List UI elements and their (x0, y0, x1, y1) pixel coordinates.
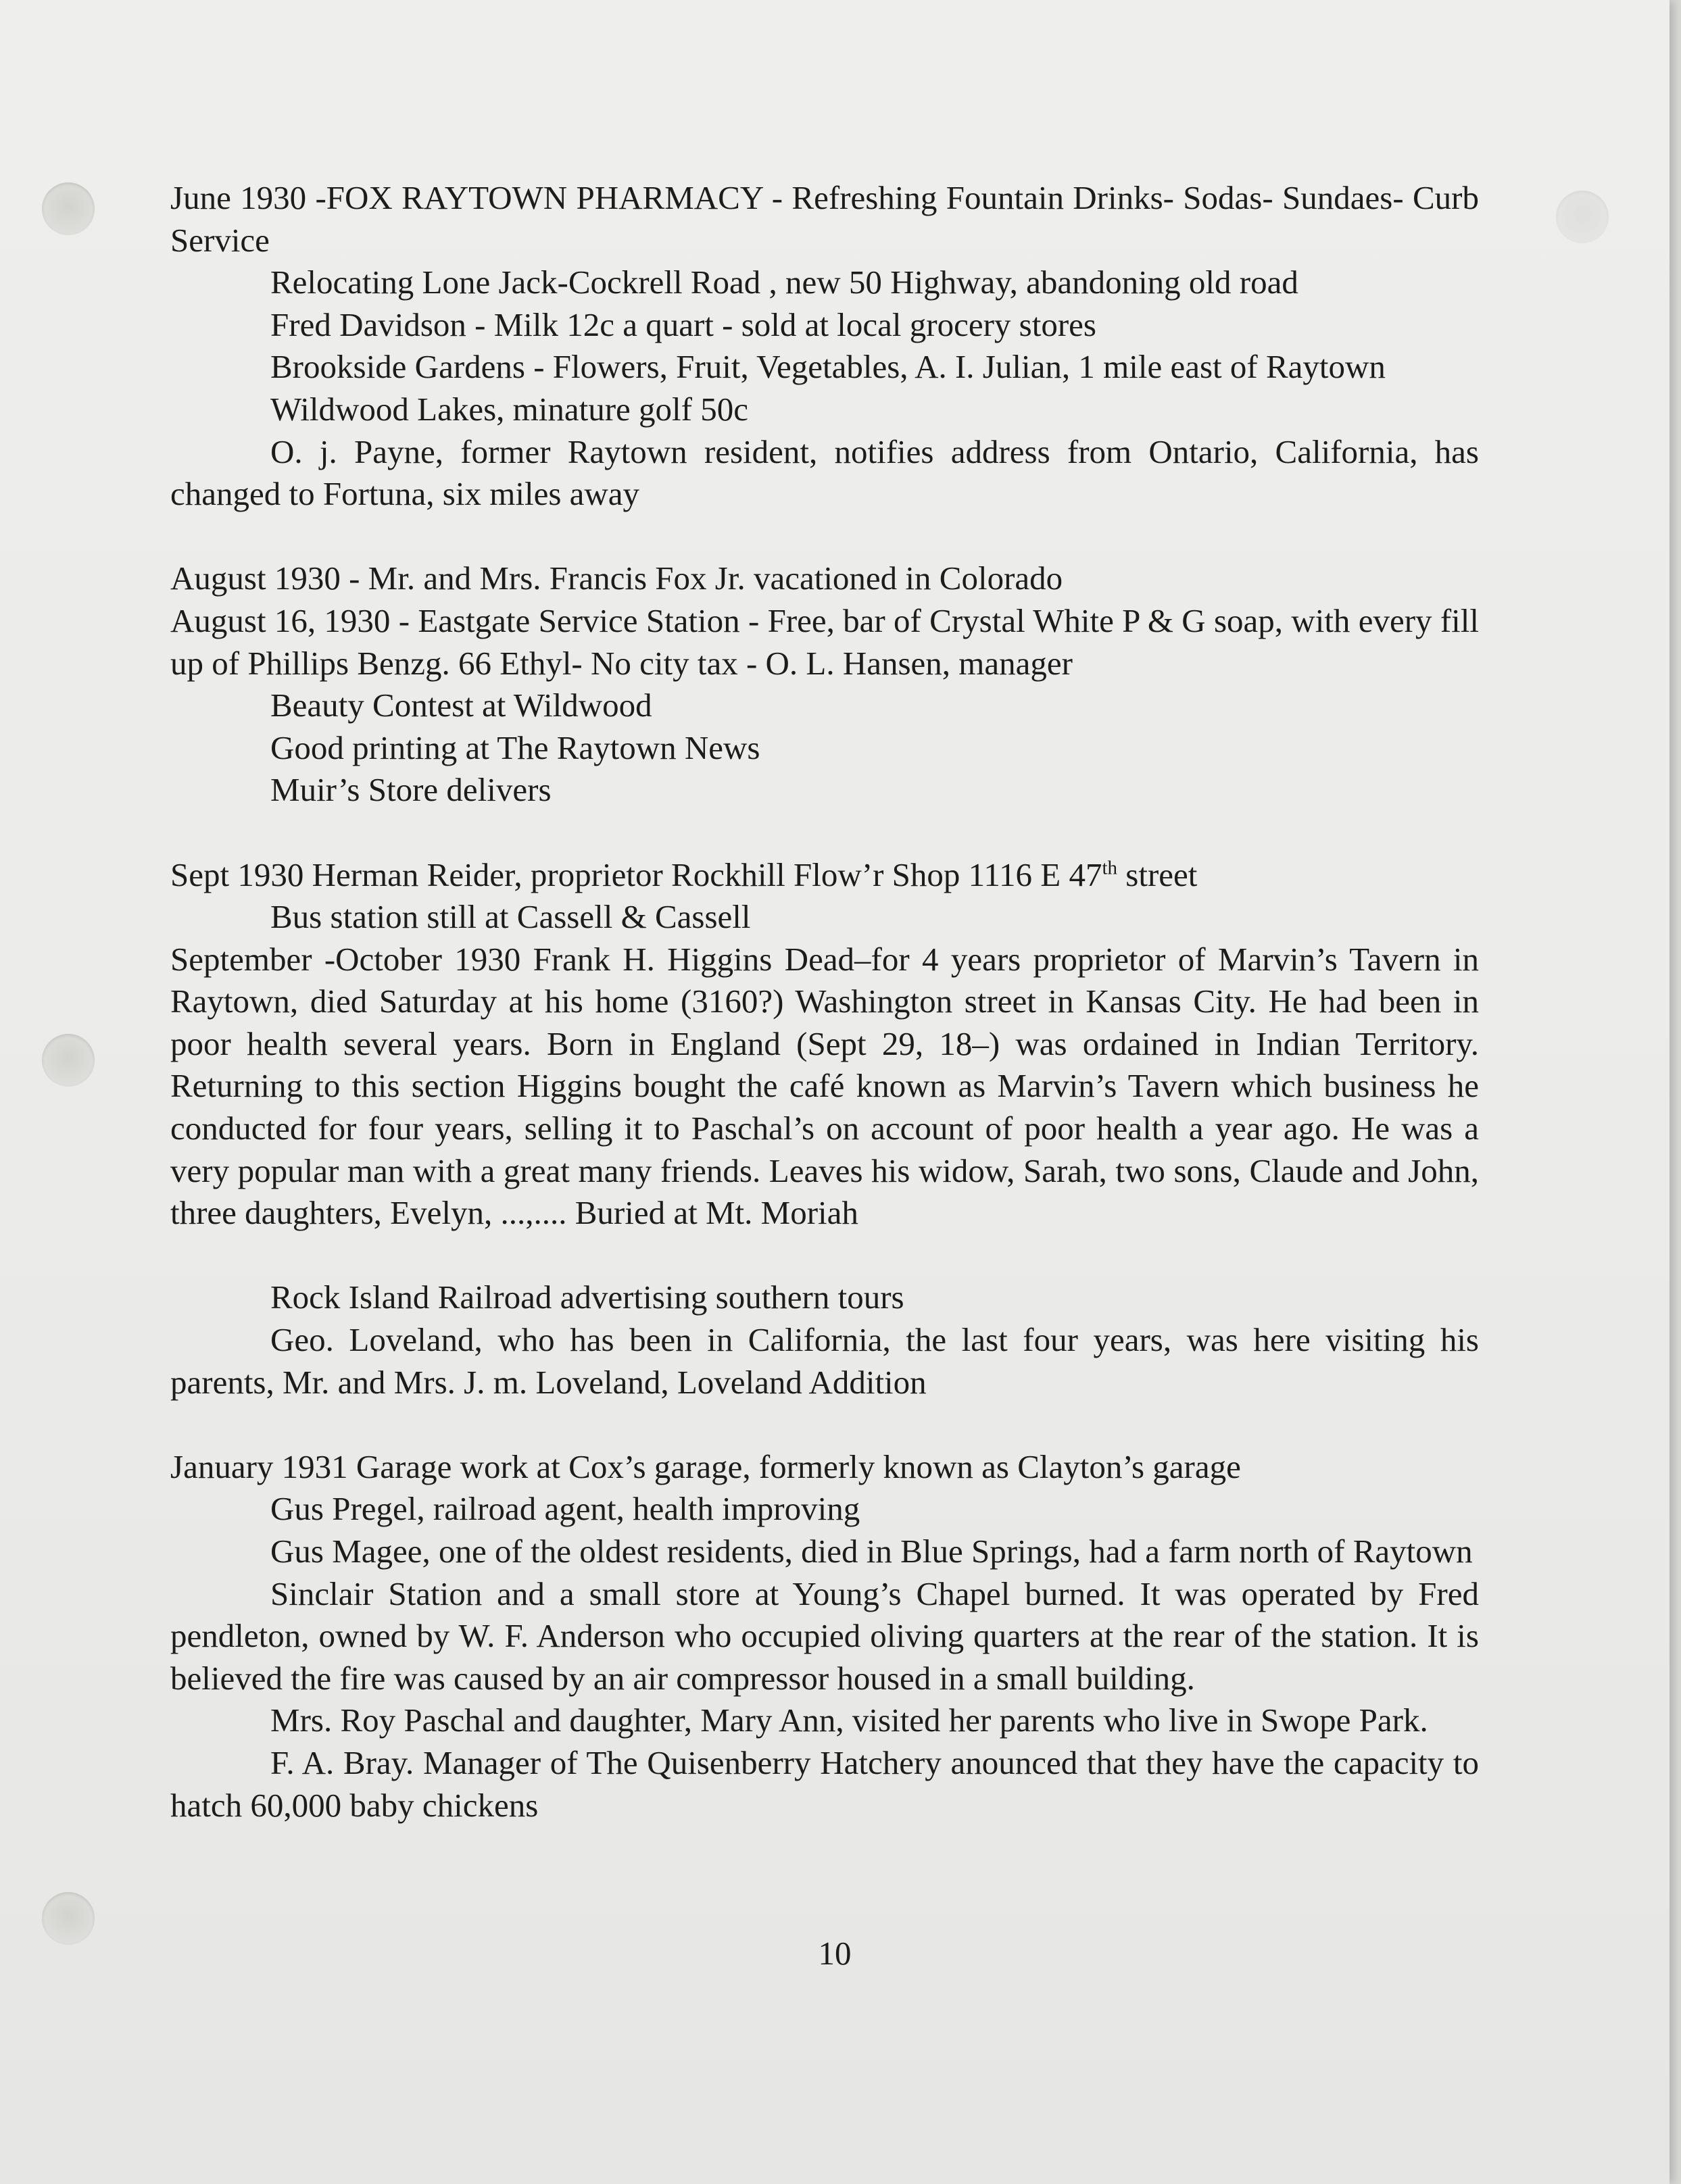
entry-sept-1930-superscript: th (1102, 857, 1118, 879)
binder-hole-shadow-right (1556, 191, 1609, 243)
entry-gus-pregel: Gus Pregel, railroad agent, health improving (270, 1490, 860, 1528)
entry-wildwood-lakes: Wildwood Lakes, minature golf 50c (270, 390, 748, 428)
entry-geo-loveland: Geo. Loveland, who has been in California, the last four years, was here visiting his parents, Mr. and Mrs. J. m. Loveland, Loveland Addition (170, 1321, 1479, 1401)
entry-good-printing: Good printing at The Raytown News (270, 728, 760, 766)
page-number: 10 (818, 1935, 852, 1972)
entry-august-16-1930: August 16, 1930 - Eastgate Service Station - Free, bar of Crystal White P & G soap, with every fill up of Phillips Benzg. 66 Ethyl- No city tax - O. L. Hansen, manager (170, 601, 1479, 682)
entry-frank-higgins: September -October 1930 Frank H. Higgins Dead–for 4 years proprietor of Marvin’s Tavern in Raytown, died Saturday at his home (3160?) Washington street in Kansas City. He had been in poor health several years. Born in England (Sept 29, 18–) was ordained in Indian Territory. Returning to this section Higgins bought the café known as Marvin’s Tavern which business he conducted for four years, selling it to Paschal’s on account of poor health a year ago. He was a very popular man with a great many friends. Leaves his widow, Sarah, two sons, Claude and John, three daughters, Evelyn, ...,.... Buried at Mt. Moriah (170, 940, 1479, 1232)
entry-muirs-store: Muir’s Store delivers (270, 771, 552, 809)
entry-august-1930: August 1930 - Mr. and Mrs. Francis Fox Jr. vacationed in Colorado (170, 560, 1063, 597)
entry-sept-1930-text-after: street (1117, 855, 1198, 893)
entry-beauty-contest: Beauty Contest at Wildwood (270, 687, 652, 724)
document-body (170, 177, 1479, 1827)
entry-relocating-road: Relocating Lone Jack-Cockrell Road , new 50 Highway, abandoning old road (270, 264, 1298, 301)
entry-june-1930: June 1930 -FOX RAYTOWN PHARMACY - Refreshing Fountain Drinks- Sodas- Sundaes- Curb Service (170, 179, 1479, 259)
entry-january-1931: January 1931 Garage work at Cox’s garage, formerly known as Clayton’s garage (170, 1447, 1241, 1485)
entry-sept-1930-text: Sept 1930 Herman Reider, proprietor Rockhill Flow’r Shop 1116 E 47 (170, 855, 1102, 893)
entry-fred-davidson: Fred Davidson - Milk 12c a quart - sold at local grocery stores (270, 305, 1096, 343)
entry-mrs-roy-paschal: Mrs. Roy Paschal and daughter, Mary Ann, visited her parents who live in Swope Park. (270, 1702, 1428, 1739)
entry-oj-payne: O. j. Payne, former Raytown resident, notifies address from Ontario, California, has changed to Fortuna, six miles away (170, 432, 1479, 513)
entry-rock-island: Rock Island Railroad advertising southern tours (270, 1279, 904, 1316)
entry-fa-bray: F. A. Bray. Manager of The Quisenberry Hatchery anounced that they have the capacity to hatch 60,000 baby chickens (170, 1743, 1479, 1824)
entry-sinclair-station: Sinclair Station and a small store at Young’s Chapel burned. It was operated by Fred pendleton, owned by W. F. Anderson who occupied oliving quarters at the rear of the station. It is believed the fire was caused by an air compressor housed in a small building. (170, 1574, 1479, 1697)
binder-hole-middle (42, 1034, 95, 1087)
entry-gus-magee: Gus Magee, one of the oldest residents, died in Blue Springs, had a farm north of Raytown (270, 1533, 1473, 1570)
entry-sept-1930 (170, 854, 1479, 897)
entry-bus-station: Bus station still at Cassell & Cassell (270, 898, 751, 936)
binder-hole-top (42, 182, 95, 235)
entry-brookside-gardens: Brookside Gardens - Flowers, Fruit, Vegetables, A. I. Julian, 1 mile east of Raytown (270, 348, 1386, 386)
